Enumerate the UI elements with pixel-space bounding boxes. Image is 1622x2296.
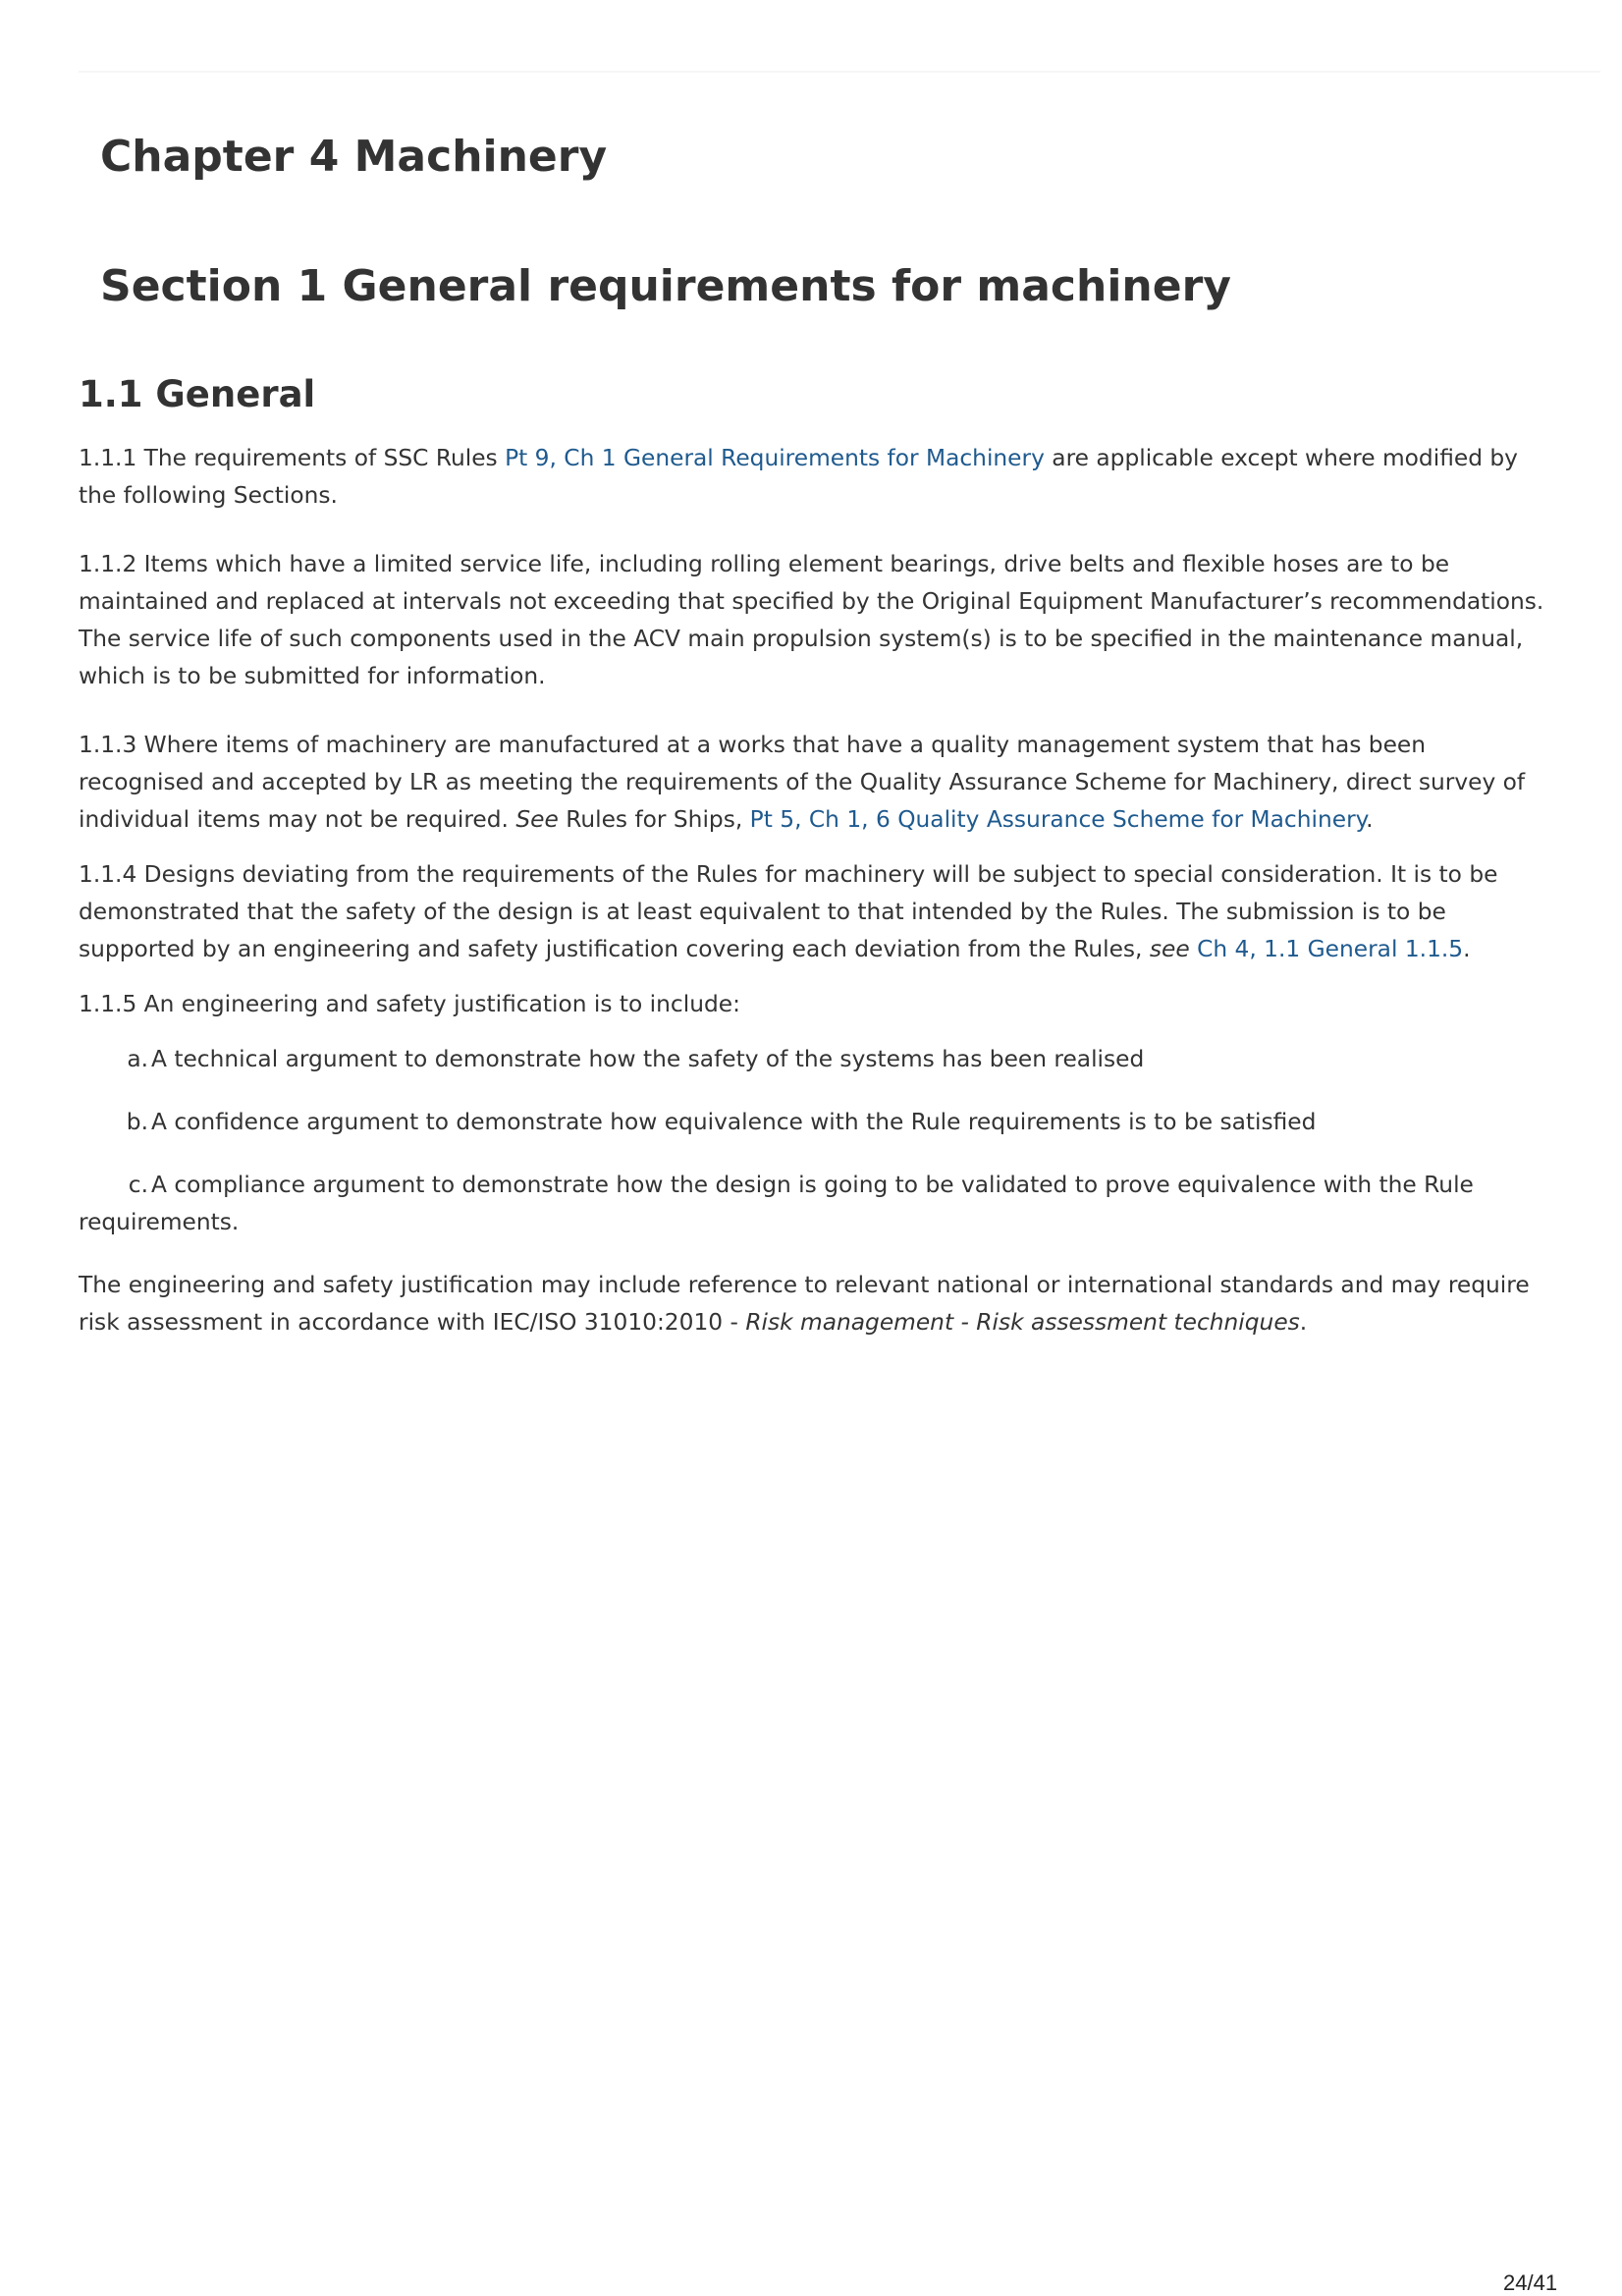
page-number: 24/41 xyxy=(1503,2270,1558,2295)
paragraph-1-1-3: 1.1.3 Where items of machinery are manufactured at a works that have a quality management system that has been recognised and accepted by LR as meeting the requirements of the Quality Assurance Scheme for Machinery, direct survey of individual items may not be required. See Rules for Ships, Pt 5, Ch 1, 6 Quality Assurance Scheme for Machinery. xyxy=(79,732,1526,833)
list-item: b. A confidence argument to demonstrate how equivalence with the Rule requirements is to be satisfied xyxy=(126,1109,1317,1135)
link-pt5-ch1-6[interactable]: Pt 5, Ch 1, 6 Quality Assurance Scheme for Machinery xyxy=(749,806,1367,833)
paragraph-1-1-1: 1.1.1 The requirements of SSC Rules Pt 9, Ch 1 General Requirements for Machinery are applicable except where modified by the following Sections. xyxy=(79,445,1518,509)
list-item: a. A technical argument to demonstrate how the safety of the systems has been realised xyxy=(127,1046,1145,1072)
list-item: c. A compliance argument to demonstrate how the design is going to be validated to prove equivalence with the Rule requirements. xyxy=(79,1172,1474,1235)
closing-paragraph: The engineering and safety justification may include reference to relevant national or international standards and may require risk assessment in accordance with IEC/ISO 31010:2010 - Risk management - Risk assessment techniques. xyxy=(79,1272,1530,1336)
subsection-title: 1.1 General xyxy=(79,373,316,415)
chapter-title: Chapter 4 Machinery xyxy=(100,132,608,182)
document-body xyxy=(79,440,1556,1373)
justification-list xyxy=(79,1041,1556,1241)
paragraph-1-1-4: 1.1.4 Designs deviating from the requirements of the Rules for machinery will be subject to special consideration. It is to be demonstrated that the safety of the design is at least equivalent to that intended by the Rules. The submission is to be supported by an engineering and safety justification covering each deviation from the Rules, see Ch 4, 1.1 General 1.1.5. xyxy=(79,861,1498,962)
top-rule xyxy=(79,71,1600,73)
link-pt9-ch1[interactable]: Pt 9, Ch 1 General Requirements for Machinery xyxy=(505,445,1045,471)
section-title: Section 1 General requirements for machinery xyxy=(100,261,1231,311)
link-ch4-1-1-5[interactable]: Ch 4, 1.1 General 1.1.5 xyxy=(1197,936,1464,962)
paragraph-1-1-2: 1.1.2 Items which have a limited service life, including rolling element bearings, drive belts and flexible hoses are to be maintained and replaced at intervals not exceeding that specified by the Original Equipment Manufacturer’s recommendations. The service life of such components used in the ACV main propulsion system(s) is to be specified in the maintenance manual, which is to be submitted for information. xyxy=(79,551,1544,689)
paragraph-1-1-5: 1.1.5 An engineering and safety justification is to include: xyxy=(79,991,740,1017)
